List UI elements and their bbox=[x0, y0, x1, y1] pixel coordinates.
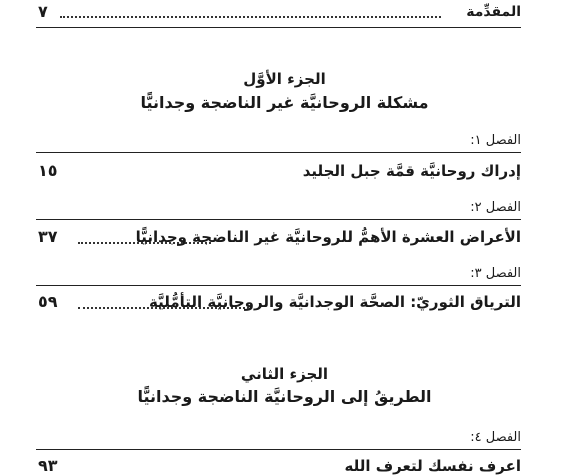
chapter-2-label: الفصل ٢: bbox=[470, 200, 521, 215]
chapter-2-page: ٣٧ bbox=[38, 227, 58, 246]
chapter-4-title[interactable]: اعرف نفسك لتعرف الله bbox=[344, 457, 521, 475]
part-1-title: الجزء الأوَّل bbox=[243, 70, 326, 88]
part-1-subtitle: مشكلة الروحانيَّة غير الناضجة وجدانيًّا bbox=[140, 93, 429, 112]
chapter-3-page: ٥٩ bbox=[38, 292, 58, 311]
divider-rule bbox=[36, 285, 521, 286]
toc-entry-intro-title[interactable]: المقدِّمة bbox=[466, 4, 521, 20]
dot-leader bbox=[78, 242, 211, 244]
chapter-4-label: الفصل ٤: bbox=[470, 430, 521, 445]
chapter-1-title[interactable]: إدراك روحانيَّة قمَّة جبل الجليد bbox=[302, 162, 521, 180]
divider-rule bbox=[36, 152, 521, 153]
part-2-subtitle: الطريقُ إلى الروحانيَّة الناضجة وجدانيًّا bbox=[137, 387, 432, 406]
toc-entry-intro-page: ٧ bbox=[38, 2, 48, 21]
chapter-2-title[interactable]: الأعراض العشرة الأهمُّ للروحانيَّة غير الناضجة وجدانيًّا bbox=[135, 228, 521, 246]
dot-leader bbox=[60, 16, 441, 18]
chapter-4-page: ٩٣ bbox=[38, 456, 58, 475]
divider-rule bbox=[36, 449, 521, 450]
divider-rule bbox=[36, 27, 521, 28]
chapter-1-label: الفصل ١: bbox=[470, 133, 521, 148]
chapter-1-page: ١٥ bbox=[38, 161, 58, 180]
chapter-3-label: الفصل ٣: bbox=[470, 266, 521, 281]
part-2-title: الجزء الثاني bbox=[240, 365, 329, 383]
dot-leader bbox=[78, 307, 249, 309]
chapter-3-title[interactable]: الترياق الثوريّ: الصحَّة الوجدانيَّة والروحانيَّة التأمُّليَّة bbox=[148, 293, 521, 311]
divider-rule bbox=[36, 219, 521, 220]
